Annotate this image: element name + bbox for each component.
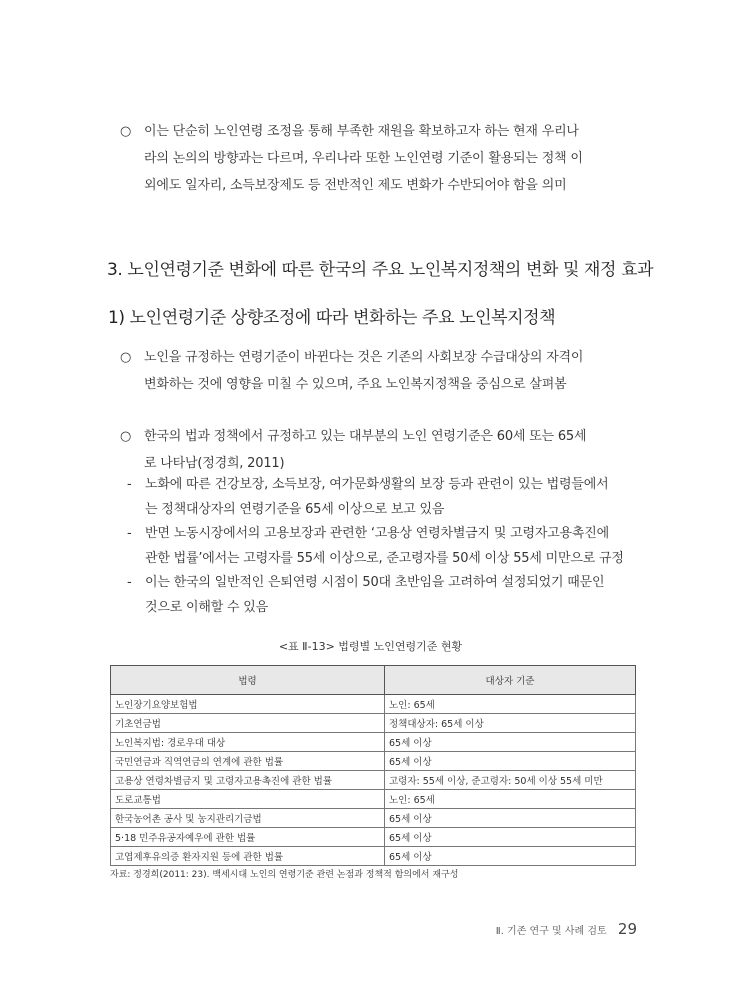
criteria-cell: 고령자: 55세 이상, 준고령자: 50세 이상 55세 미만 [385,771,636,790]
law-cell: 고엽제후유의증 환자지원 등에 관한 법률 [111,847,385,866]
header-target: 대상자 기준 [385,666,636,695]
circle-bullet: ○ [120,429,132,444]
dash-line: 이는 한국의 일반적인 은퇴연령 시점이 50대 초반임을 고려하여 설정되었기 때문인 [145,575,605,590]
circle-bullet: ○ [120,124,132,139]
table-row [111,714,636,733]
header-law: 법령 [111,666,385,695]
law-cell: 국민연금과 직역연금의 연계에 관한 법률 [111,752,385,771]
table-row [111,733,636,752]
table-header-row [111,666,636,695]
dash-item-1 [127,473,647,522]
page-footer [496,920,637,938]
dash-line: 노화에 따른 건강보장, 소득보장, 여가문화생활의 보장 등과 관련이 있는 법령들에서 [145,477,609,492]
paragraph-line: 외에도 일자리, 소득보장제도 등 전반적인 제도 변화가 수반되어야 함을 의미 [144,178,567,193]
table-caption: <표 Ⅱ-13> 법령별 노인연령기준 현황 [278,640,463,653]
subsection-heading: 1) 노인연령기준 상향조정에 따라 변화하는 주요 노인복지정책 [108,308,556,328]
law-cell: 고용상 연령차별금지 및 고령자고용촉진에 관한 법률 [111,771,385,790]
dash-bullet: - [127,477,132,492]
table-row [111,809,636,828]
dash-line: 관한 법률’에서는 고령자를 55세 이상으로, 준고령자를 50세 이상 55세 미만으로 규정 [145,550,624,566]
paragraph-2 [120,344,640,398]
criteria-cell: 65세 이상 [385,733,636,752]
dash-line: 것으로 이해할 수 있음 [145,599,269,615]
dash-bullet: - [127,575,132,590]
dash-bullet: - [127,526,132,541]
paragraph-line: 이는 단순히 노인연령 조정을 통해 부족한 재원을 확보하고자 하는 현재 우리나 [144,124,579,139]
table-row [111,771,636,790]
dash-line: 는 정책대상자의 연령기준을 65세 이상으로 보고 있음 [145,501,445,517]
chapter-title: Ⅱ. 기존 연구 및 사례 검토 [495,926,607,937]
paragraph-1 [120,118,640,199]
paragraph-3 [120,423,640,477]
dash-item-3 [127,571,647,620]
section-heading: 3. 노인연령기준 변화에 따른 한국의 주요 노인복지정책의 변화 및 재정 효과 [107,260,654,280]
table-row [111,847,636,866]
law-cell: 노인장기요양보험법 [111,695,385,714]
criteria-cell: 노인: 65세 [385,695,636,714]
criteria-cell: 65세 이상 [385,752,636,771]
law-cell: 노인복지법: 경로우대 대상 [111,733,385,752]
law-age-table [110,665,636,866]
law-cell: 도로교통법 [111,790,385,809]
law-cell: 한국농어촌 공사 및 농지관리기금법 [111,809,385,828]
paragraph-line: 노인을 규정하는 연령기준이 바뀐다는 것은 기존의 사회보장 수급대상의 자격이 [144,350,584,365]
table-row [111,752,636,771]
paragraph-line: 로 나타남(정경희, 2011) [144,456,285,471]
table-row [111,695,636,714]
paragraph-line: 변화하는 것에 영향을 미칠 수 있으며, 주요 노인복지정책을 중심으로 살펴봄 [144,377,567,392]
criteria-cell: 65세 이상 [385,847,636,866]
criteria-cell: 정책대상자: 65세 이상 [385,714,636,733]
table-source-note: 자료: 정경희(2011: 23). 백세시대 노인의 연령기준 관련 논점과 정책적 함의에서 재구성 [110,870,459,880]
criteria-cell: 노인: 65세 [385,790,636,809]
table-row [111,828,636,847]
criteria-cell: 65세 이상 [385,828,636,847]
dash-item-2 [127,522,647,571]
page-number: 29 [617,920,637,938]
circle-bullet: ○ [120,350,132,365]
law-cell: 기초연금법 [111,714,385,733]
paragraph-line: 라의 논의의 방향과는 다르며, 우리나라 또한 노인연령 기준이 활용되는 정책 이 [144,151,583,166]
dash-line: 반면 노동시장에서의 고용보장과 관련한 ‘고용상 연령차별금지 및 고령자고용촉진에 [145,526,609,541]
paragraph-line: 한국의 법과 정책에서 규정하고 있는 대부분의 노인 연령기준은 60세 또는 65세 [144,429,587,444]
table-row [111,790,636,809]
criteria-cell: 65세 이상 [385,809,636,828]
law-cell: 5·18 민주유공자예우에 관한 법률 [111,828,385,847]
